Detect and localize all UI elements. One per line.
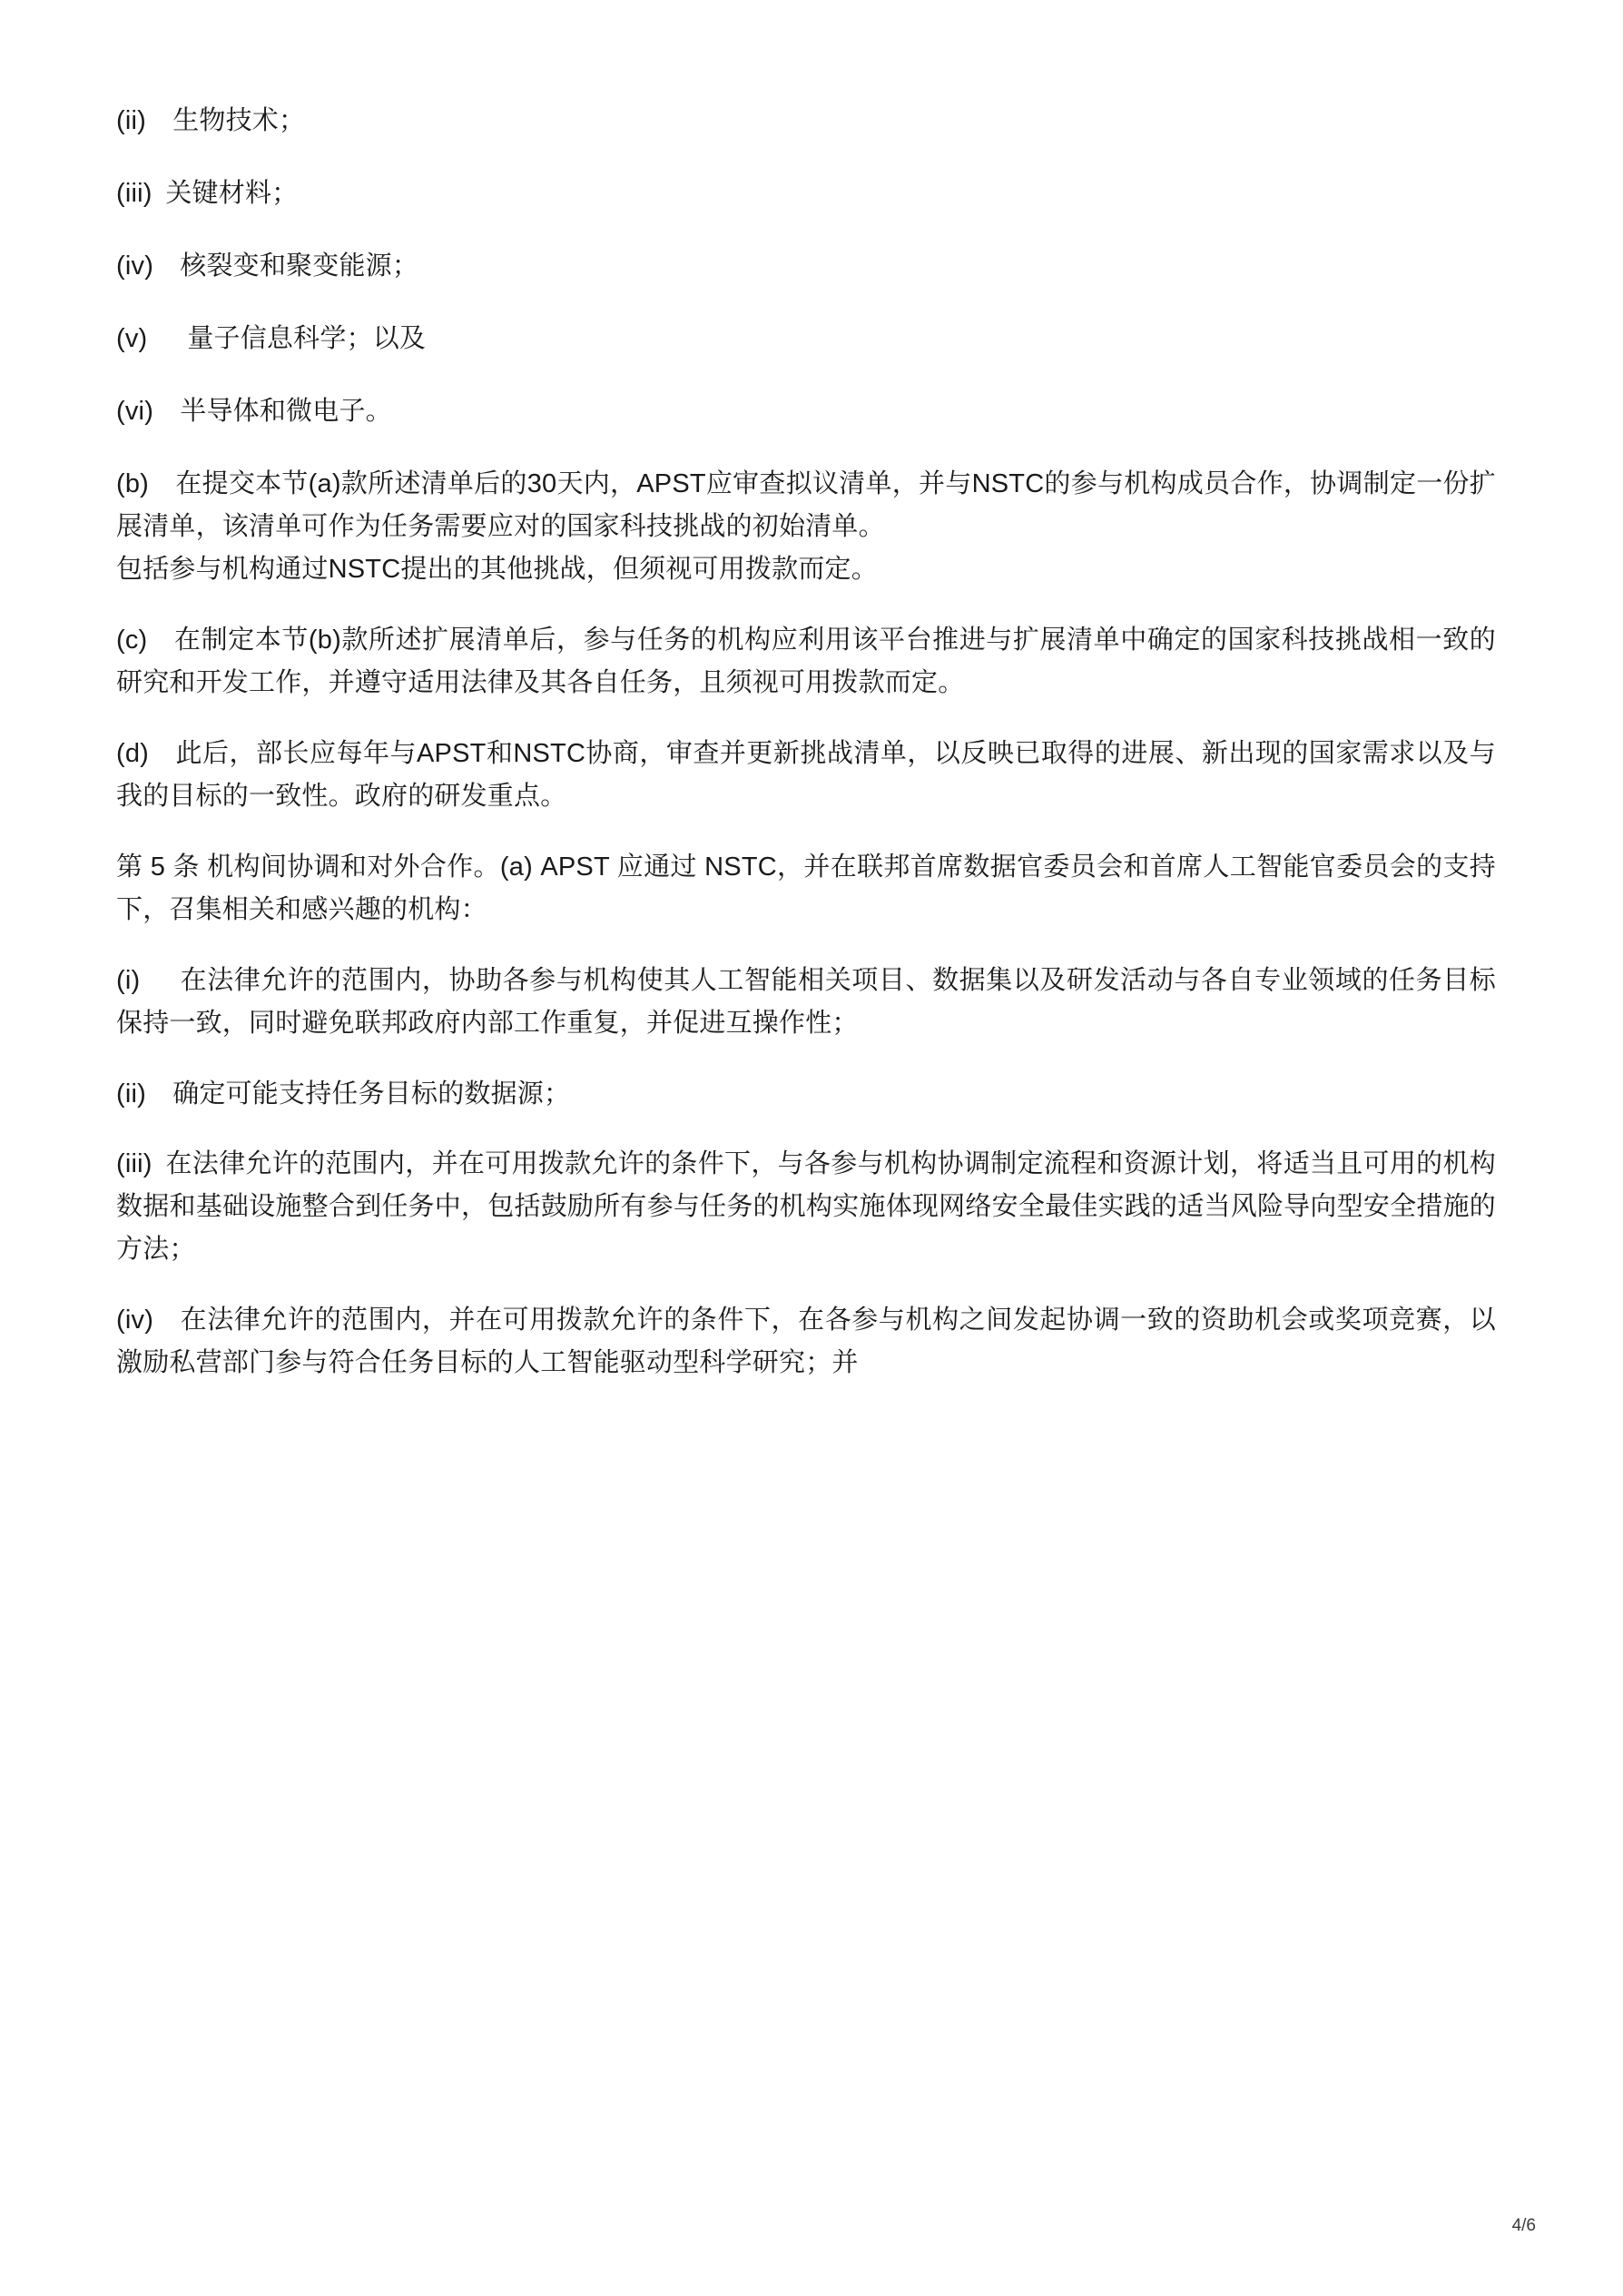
paragraph-item-iii: (iii) 关键材料； — [116, 178, 299, 208]
paragraph-item-iv: (iv) 核裂变和聚变能源； — [116, 251, 419, 281]
paragraph-item-d: (d) 此后，部长应每年与APST和NSTC协商，审查并更新挑战清单，以反映已取得的进展、新出现的国家需求以及与我的目标的一致性。政府的研发重点。 — [116, 738, 1496, 811]
paragraph-item-b: (b) 在提交本节(a)款所述清单后的30天内，APST应审查拟议清单，并与NSTC的参与机构成员合作，协调制定一份扩展清单，该清单可作为任务需要应对的国家科技挑战的初始清单。 — [116, 468, 1496, 541]
paragraph-section-5: 第 5 条 机构间协调和对外合作。(a) APST 应通过 NSTC，并在联邦首席数据官委员会和首席人工智能官委员会的支持下，召集相关和感兴趣的机构： — [116, 852, 1496, 924]
document-body — [116, 100, 1496, 1413]
paragraph-item-v: (v) 量子信息科学；以及 — [116, 323, 427, 353]
paragraph-section5-item-iii: (iii) 在法律允许的范围内，并在可用拨款允许的条件下，与各参与机构协调制定流程和资源计划，将适当且可用的机构数据和基础设施整合到任务中，包括鼓励所有参与任务的机构实施体现网络安全最佳实践的适当风险导向型安全措施的方法； — [116, 1149, 1496, 1265]
page-number: 4/6 — [1511, 2216, 1536, 2235]
paragraph-section5-item-i: (i) 在法律允许的范围内，协助各参与机构使其人工智能相关项目、数据集以及研发活动与各自专业领域的任务目标保持一致，同时避免联邦政府内部工作重复，并促进互操作性； — [116, 965, 1496, 1038]
paragraph-section5-item-ii: (ii) 确定可能支持任务目标的数据源； — [116, 1079, 571, 1109]
paragraph-item-ii: (ii) 生物技术； — [116, 106, 306, 135]
paragraph-section5-item-iv: (iv) 在法律允许的范围内，并在可用拨款允许的条件下，在各参与机构之间发起协调一致的资助机会或奖项竞赛，以激励私营部门参与符合任务目标的人工智能驱动型科学研究；并 — [116, 1306, 1496, 1378]
paragraph-item-c: (c) 在制定本节(b)款所述扩展清单后，参与任务的机构应利用该平台推进与扩展清单中确定的国家科技挑战相一致的研究和开发工作，并遵守适用法律及其各自任务，且须视可用拨款而定。 — [116, 625, 1496, 697]
paragraph-item-vi: (vi) 半导体和微电子。 — [116, 396, 392, 426]
paragraph-item-b-continued: 包括参与机构通过NSTC提出的其他挑战，但须视可用拨款而定。 — [116, 554, 878, 584]
